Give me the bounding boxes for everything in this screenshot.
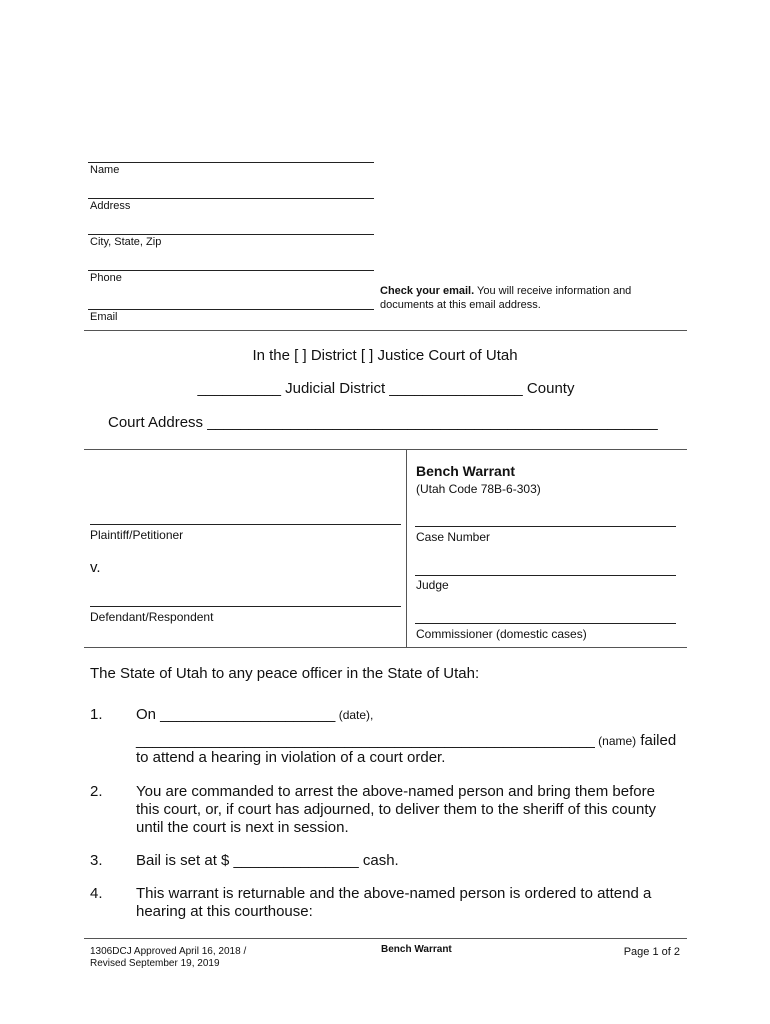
- statute-reference: (Utah Code 78B-6-303): [416, 482, 541, 496]
- item2-line3: until the court is next in session.: [136, 819, 349, 836]
- item4-line1: This warrant is returnable and the above-named person is ordered to attend a: [136, 885, 652, 902]
- city-state-zip-line[interactable]: [88, 234, 374, 235]
- item3-number: 3.: [90, 852, 103, 869]
- plaintiff-label: Plaintiff/Petitioner: [90, 528, 184, 542]
- item1-number: 1.: [90, 706, 103, 723]
- address-line[interactable]: [88, 198, 374, 199]
- email-note-bold: Check your email.: [380, 285, 475, 297]
- name-blank[interactable]: _______________________________________________________: [136, 732, 595, 749]
- judicial-district-line: __________ Judicial District ________________ County: [197, 380, 575, 397]
- commissioner-line[interactable]: [415, 623, 676, 624]
- intro-text: The State of Utah to any peace officer in the State of Utah:: [90, 665, 480, 682]
- court-address-line: Court Address ______________________________________________________: [108, 414, 658, 431]
- item4-text: [136, 885, 651, 921]
- case-number-line[interactable]: [415, 526, 676, 527]
- footer-rule: [84, 938, 687, 939]
- caption-top-rule: [84, 449, 687, 450]
- date-hint: (date),: [335, 708, 374, 722]
- item1-line2: [136, 732, 676, 749]
- item2-line1: You are commanded to arrest the above-named person and bring them before: [136, 783, 655, 800]
- versus-text: v.: [90, 559, 101, 576]
- item1-line3: to attend a hearing in violation of a court order.: [136, 749, 446, 766]
- item2-number: 2.: [90, 783, 103, 800]
- defendant-label: Defendant/Respondent: [90, 610, 214, 624]
- item4-number: 4.: [90, 885, 103, 902]
- name-label: Name: [90, 164, 120, 176]
- judge-label: Judge: [416, 578, 449, 592]
- case-number-label: Case Number: [416, 530, 491, 544]
- failed-text: failed: [636, 732, 677, 749]
- email-note: [380, 284, 631, 312]
- name-line[interactable]: [88, 162, 374, 163]
- phone-line[interactable]: [88, 270, 374, 271]
- page-number: Page 1 of 2: [623, 946, 680, 958]
- city-state-zip-label: City, State, Zip: [90, 236, 162, 248]
- caption-divider: [406, 449, 407, 648]
- phone-label: Phone: [90, 272, 122, 284]
- form-number: [90, 946, 246, 970]
- email-label: Email: [90, 311, 118, 323]
- date-blank[interactable]: On _____________________: [136, 706, 336, 723]
- item1-line1: [136, 706, 373, 723]
- form-revision: Revised September 19, 2019: [90, 958, 220, 969]
- form-approval: 1306DCJ Approved April 16, 2018 /: [90, 946, 247, 957]
- judge-line[interactable]: [415, 575, 676, 576]
- email-note-line1: You will receive information and: [474, 285, 632, 297]
- footer-title: Bench Warrant: [381, 944, 452, 955]
- item2-text: [136, 783, 656, 837]
- defendant-line[interactable]: [90, 606, 401, 607]
- court-type-line: In the [ ] District [ ] Justice Court of Utah: [252, 347, 518, 364]
- item2-line2: this court, or, if court has adjourned, to deliver them to the sheriff of this county: [136, 801, 656, 818]
- email-note-line2: documents at this email address.: [380, 299, 541, 311]
- plaintiff-line[interactable]: [90, 524, 401, 525]
- address-label: Address: [90, 200, 131, 212]
- header-divider: [84, 330, 687, 331]
- commissioner-label: Commissioner (domestic cases): [416, 627, 587, 641]
- item4-line2: hearing at this courthouse:: [136, 903, 313, 920]
- caption-bottom-rule: [84, 647, 687, 648]
- item3-text: Bail is set at $ _______________ cash.: [136, 852, 399, 869]
- email-line[interactable]: [88, 309, 374, 310]
- name-hint: (name): [594, 734, 637, 748]
- document-title: Bench Warrant: [416, 463, 516, 479]
